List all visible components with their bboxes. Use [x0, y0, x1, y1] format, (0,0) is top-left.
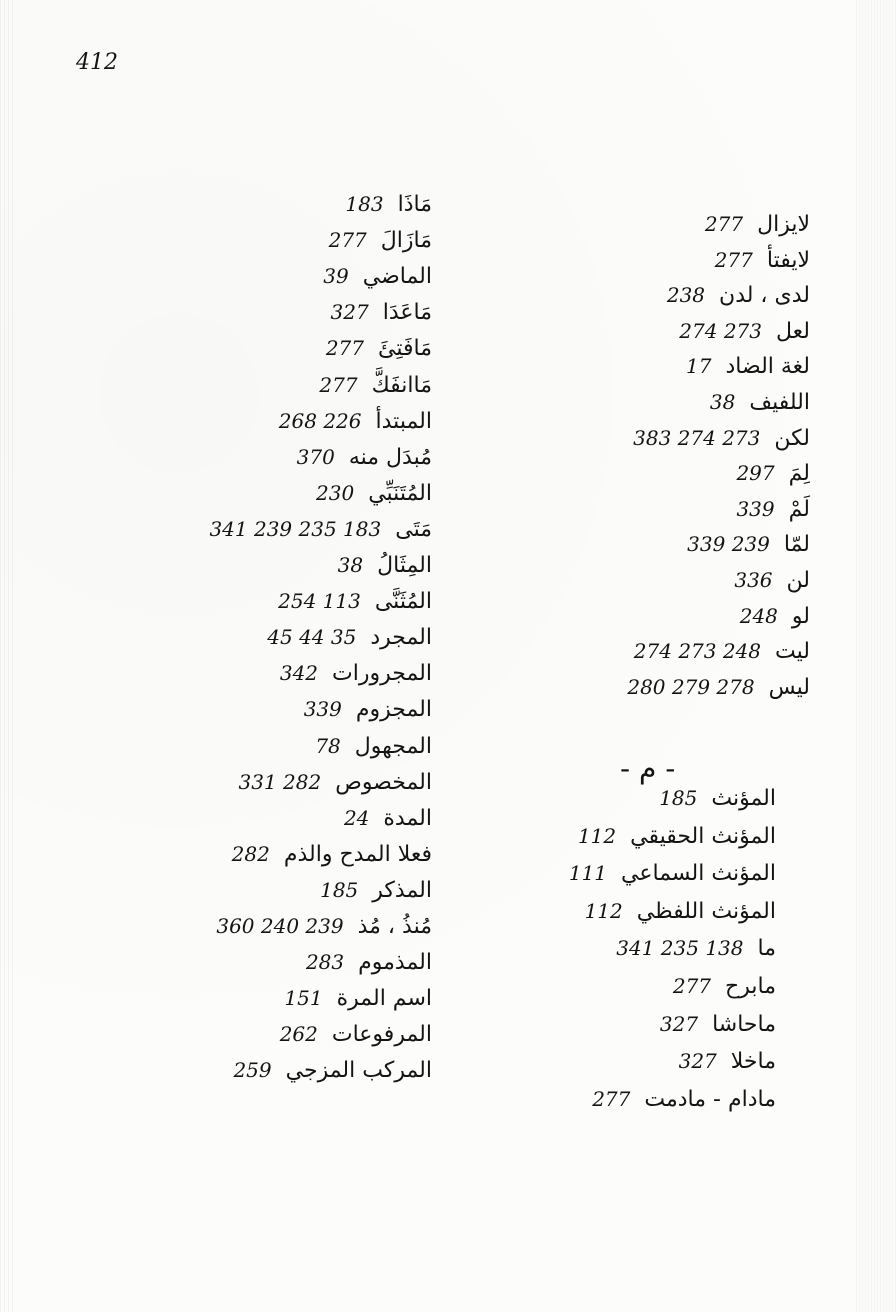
entry-pages: 78 [315, 733, 341, 758]
entry-pages: 24 [343, 805, 370, 830]
entry-pages: 331 282 [238, 769, 322, 794]
index-entry [715, 248, 810, 273]
entry-pages: 336 [734, 568, 773, 592]
index-entry [284, 986, 432, 1011]
section-heading-meem: - م - [620, 752, 676, 785]
entry-pages: 342 [279, 661, 319, 686]
entry-term: لغة الضاد [725, 354, 810, 380]
entry-pages: 277 [328, 228, 367, 253]
entry-term: المؤنث [711, 786, 776, 811]
index-entry [326, 336, 432, 361]
entry-pages: 327 [659, 1011, 699, 1036]
index-entry [592, 1087, 776, 1112]
entry-pages: 277 [592, 1086, 631, 1111]
entry-term: لن [786, 568, 810, 593]
scan-edge-right [856, 0, 896, 1312]
entry-term: ما [757, 936, 776, 962]
entry-term: مَاانفَكَّ [371, 372, 432, 398]
index-entry [679, 1049, 776, 1074]
index-entry [338, 553, 432, 578]
index-entry [306, 950, 432, 975]
index-entry [673, 974, 776, 999]
index-entry [660, 1012, 776, 1037]
index-entry [687, 532, 810, 557]
entry-pages: 230 [316, 480, 355, 505]
index-entry [344, 806, 432, 831]
entry-pages: 111 [568, 861, 608, 886]
index-entry [315, 734, 432, 759]
entry-term: المبتدأ [375, 408, 432, 434]
entry-term: لِمَ [788, 461, 810, 487]
entry-term: المذكر [372, 877, 432, 903]
entry-term: المجرورات [332, 661, 432, 687]
index-entry [736, 497, 810, 522]
entry-pages: 341 239 235 183 [209, 516, 382, 541]
index-entry [209, 517, 432, 542]
entry-pages: 277 [325, 336, 365, 361]
index-entry [216, 914, 432, 939]
index-entry [329, 228, 432, 253]
entry-term: لايفتأ [766, 247, 810, 273]
index-entry [569, 861, 776, 886]
entry-term: المجزوم [355, 697, 432, 723]
index-entry [278, 589, 432, 614]
index-entry [679, 319, 810, 344]
entry-term: المُتَنَبِّي [368, 480, 432, 506]
entry-term: ليس [768, 674, 810, 700]
entry-pages: 277 [714, 247, 753, 272]
index-entry [319, 373, 432, 398]
entry-pages: 277 [672, 974, 712, 998]
index-entry [616, 936, 776, 961]
index-entry [634, 639, 810, 664]
entry-term: المركب المزجي [285, 1058, 432, 1084]
entry-term: ماحاشا [712, 1011, 776, 1037]
entry-pages: 341 235 138 [616, 936, 744, 961]
entry-pages: 339 [736, 496, 775, 521]
entry-pages: 339 [303, 697, 342, 722]
entry-pages: 38 [337, 553, 364, 577]
entry-term: المخصوص [335, 769, 432, 795]
index-entry [279, 409, 432, 434]
entry-pages: 248 [739, 603, 778, 628]
entry-term: مُبدَل منه [348, 444, 432, 470]
entry-term: المجهول [354, 733, 432, 759]
entry-pages: 274 273 248 [633, 639, 762, 664]
entry-term: لعل [776, 318, 810, 344]
entry-pages: 280 279 278 [627, 674, 755, 699]
index-entry [233, 1058, 432, 1083]
index-entry [304, 697, 432, 722]
entry-pages: 38 [709, 390, 736, 414]
index-entry [280, 661, 432, 686]
index-entry [627, 675, 810, 700]
entry-pages: 283 [305, 950, 345, 975]
entry-term: مَتَى [395, 516, 432, 542]
index-entry [633, 426, 810, 451]
index-entry [710, 390, 810, 415]
entry-term: المؤنث الحقيقي [630, 823, 776, 849]
index-entry [267, 625, 432, 650]
entry-pages: 277 [704, 212, 744, 236]
entry-term: مادام - مادمت [644, 1086, 776, 1112]
entry-pages: 282 [231, 841, 270, 866]
entry-pages: 277 [319, 372, 358, 397]
entry-term: المذموم [358, 950, 432, 976]
entry-pages: 112 [577, 823, 617, 848]
index-entry [585, 899, 776, 924]
index-entry [740, 604, 810, 629]
entry-term: المؤنث السماعي [621, 861, 776, 887]
index-entry [667, 283, 810, 308]
entry-pages: 262 [279, 1022, 318, 1047]
index-entry [736, 461, 810, 486]
entry-term: اسم المرة [336, 986, 432, 1012]
entry-term: المؤنث اللفظي [636, 898, 776, 924]
entry-pages: 259 [233, 1058, 272, 1083]
scan-edge-left [0, 0, 14, 1312]
index-entry [659, 786, 776, 811]
entry-term: مابرح [725, 974, 776, 999]
entry-pages: 370 [296, 444, 335, 469]
entry-term: لدى ، لدن [719, 283, 810, 309]
entry-term: المرفوعات [331, 1022, 432, 1048]
entry-term: ليت [775, 639, 810, 665]
page-number: 412 [76, 50, 118, 75]
entry-term: المُثَنَّى [374, 589, 432, 615]
entry-term: لَمْ [788, 496, 810, 522]
entry-term: مَاعَدَا [382, 300, 432, 326]
index-entry [280, 1022, 432, 1047]
entry-pages: 274 273 [679, 318, 763, 343]
index-entry [323, 264, 432, 289]
index-entry [320, 878, 432, 903]
entry-term: اللفيف [749, 390, 810, 415]
entry-term: لكن [774, 425, 810, 451]
entry-pages: 45 44 35 [267, 625, 357, 650]
entry-pages: 112 [584, 898, 623, 923]
entry-term: مَافَتِئَ [378, 336, 432, 362]
index-entry [705, 212, 810, 237]
entry-pages: 268 226 [278, 408, 362, 433]
entry-pages: 297 [736, 461, 775, 486]
entry-term: المدة [383, 805, 432, 831]
entry-term: الماضي [362, 264, 432, 290]
index-entry [232, 842, 432, 867]
entry-term: المجرد [370, 625, 432, 651]
entry-term: فعلا المدح والذم [283, 841, 432, 867]
index-entry [297, 445, 432, 470]
index-entry [578, 824, 776, 849]
entry-pages: 238 [666, 283, 706, 308]
entry-term: مَازَالَ [380, 228, 432, 254]
index-entry [686, 354, 810, 379]
entry-pages: 183 [345, 192, 384, 216]
entry-pages: 17 [686, 354, 712, 379]
entry-pages: 360 240 239 [216, 914, 344, 938]
index-entry [316, 481, 432, 506]
entry-term: مَاذَا [397, 192, 432, 217]
entry-pages: 151 [284, 986, 323, 1011]
entry-term: لو [791, 603, 810, 629]
entry-term: المِثَالُ [377, 553, 432, 578]
entry-term: لمّا [783, 532, 810, 558]
index-entry [734, 568, 810, 593]
entry-term: لايزال [757, 212, 810, 237]
entry-pages: 254 113 [278, 589, 361, 614]
entry-pages: 339 239 [687, 532, 770, 557]
entry-term: مُنذُ ، مُذ [357, 914, 432, 939]
entry-pages: 185 [659, 786, 698, 810]
entry-pages: 383 274 273 [633, 425, 761, 450]
entry-pages: 39 [323, 264, 349, 289]
entry-pages: 327 [678, 1049, 717, 1074]
index-entry [345, 192, 432, 217]
index-entry [331, 300, 432, 325]
entry-pages: 327 [330, 300, 369, 325]
entry-term: ماخلا [730, 1049, 776, 1075]
index-entry [239, 770, 433, 795]
entry-pages: 185 [320, 877, 359, 902]
